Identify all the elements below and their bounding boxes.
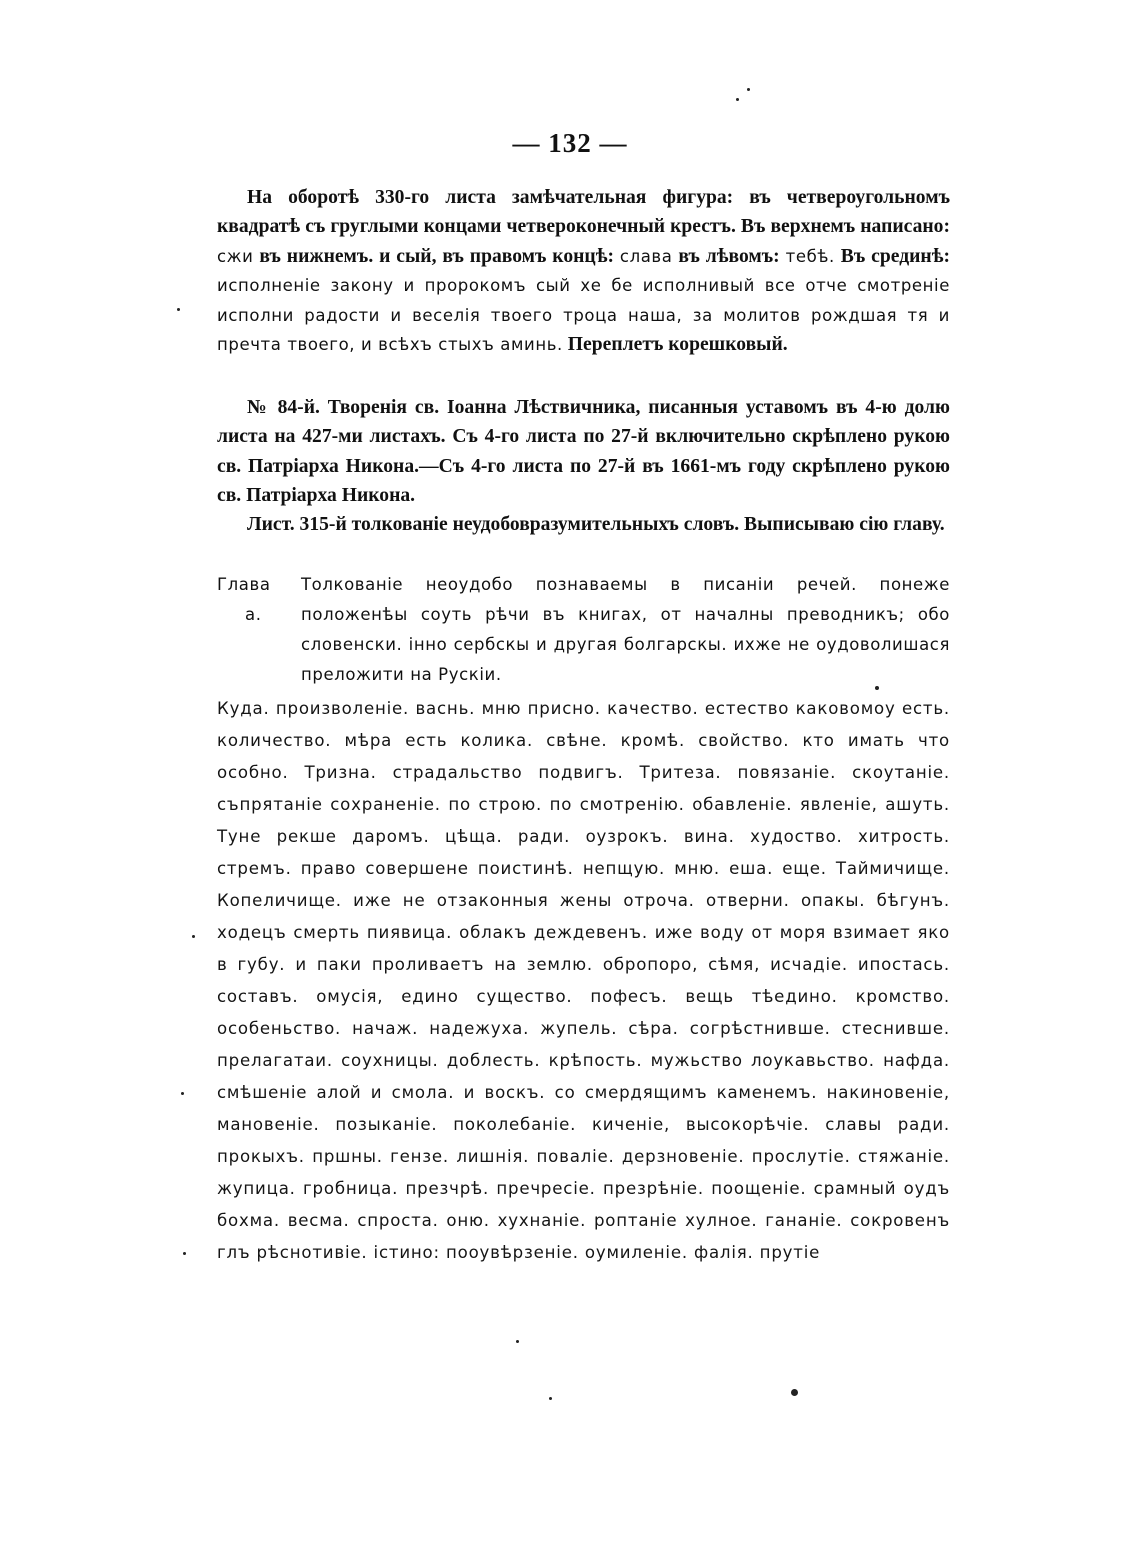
text-run: № 84-й. Творенія св. Іоанна Лѣствичника, писанныя уставомъ въ 4-ю долю листа на 427-ми листахъ. Съ 4-го листа по 27-й включительно скрѣплено рукою св. Патріарха Никона.—Съ 4-го листа по 27-й въ 1661-мъ году скрѣплено рукою св. Патріарха Никона. xyxy=(217,397,950,507)
chapter-label xyxy=(217,570,287,630)
slavonic-run: сжи xyxy=(217,246,254,266)
slavonic-run: исполненіе закону и пророкомъ сый хе бе исполнивый все отче смотреніе исполни радости и веселія твоего троца наша, за молитов рождшая тя и пречта твоего, и всѣхъ стыхъ аминь. xyxy=(217,276,950,355)
speck xyxy=(791,1389,798,1396)
chapter-label-word: Глава xyxy=(217,575,271,594)
text-run: въ лѣвомъ: xyxy=(672,245,786,267)
paragraph-figure-description xyxy=(217,183,950,359)
text-run: Лист. 315-й толкованіе неудобовразумительныхъ словъ. Выписываю сію главу. xyxy=(247,514,945,535)
text-run: Переплетъ корешковый. xyxy=(562,334,788,356)
speck xyxy=(183,1252,186,1255)
paragraph-sheet-315 xyxy=(217,510,950,539)
speck xyxy=(747,88,750,91)
speck xyxy=(736,98,739,101)
text-run: Въ срединѣ: xyxy=(834,245,950,267)
speck xyxy=(181,1092,184,1095)
speck xyxy=(516,1340,519,1343)
speck xyxy=(177,308,180,311)
slavonic-run: тебѣ. xyxy=(785,246,835,266)
speck xyxy=(192,935,195,938)
chapter-number: а. xyxy=(245,605,262,624)
page-number: — 132 — xyxy=(512,128,628,158)
text-run: На оборотѣ 330-го листа замѣчательная фигура: въ четвероугольномъ квадратѣ съ груглыми концами четвероконечный крестъ. Въ верхнемъ написано: xyxy=(217,187,950,238)
glossary-text: Куда. произволеніе. васнь. мню присно. качество. естество каковомоу есть. количество. мѣра есть колика. свѣне. кромѣ. свойство. кто имать что особно. Тризна. страдальство подвигъ. Тритеза. повязаніе. скоутаніе. съпрятаніе сохраненіе. по строю. по смотренію. обавленіе. явленіе, ашуть. Туне рекше даромъ. цѣща. ради. оузрокъ. вина. худоство. хитрость. стремъ. право совершене поистинѣ. непщую. мню. еша. еще. Таймичище. Копеличище. иже не отзаконныя жены отроча. отверни. опакы. бѣгунъ. ходецъ смерть пиявица. облакъ деждевенъ. иже воду от моря взимает яко в губу. и паки проливаетъ на землю. обропоро, сѣмя, исчадіе. ипостась. составъ. омусія, едино существо. пофесъ. вещь тѣедино. кромство. особеньство. начаж. надежуха. жупель. сѣра. согрѣстнивше. стеснивше. прелагатаи. соухницы. доблесть. крѣпость. мужьство лоукавьство. нафда. смѣшеніе алой и смола. и воскъ. со смердящимъ каменемъ. накиновеніе, мановеніе. позыканіе. поколебаніе. киченіе, высокорѣчіе. славы ради. прокыхъ. пршны. гензе. лишнія. поваліе. дерзновеніе. прослутіе. стяжаніе. жупица. гробница. презчрѣ. пречресіе. презрѣніе. поощеніе. срамный оудъ бохма. весма. спроста. оню. хухнаніе. роптаніе хулное. гананіе. сокровенъ глъ рѣснотивіе. істино: пооувѣрзеніе. оумиленіе. фалія. прутіе xyxy=(217,699,950,1262)
chapter-title-text: Толкованіе неоудобо познаваемы в писаніи речей. понеже положенѣы соуть рѣчи въ книгах, от началны преводникъ; обо словенски. інно сербскы и другая болгарскы. ихже не оудоволишася преложити на Рускіи. xyxy=(301,575,950,684)
paragraph-manuscript-84 xyxy=(217,393,950,511)
text-run: въ нижнемъ. и сый, въ правомъ концѣ: xyxy=(253,245,620,267)
slavonic-run: слава xyxy=(619,246,673,266)
chapter-block xyxy=(217,570,950,690)
speck xyxy=(549,1397,552,1400)
